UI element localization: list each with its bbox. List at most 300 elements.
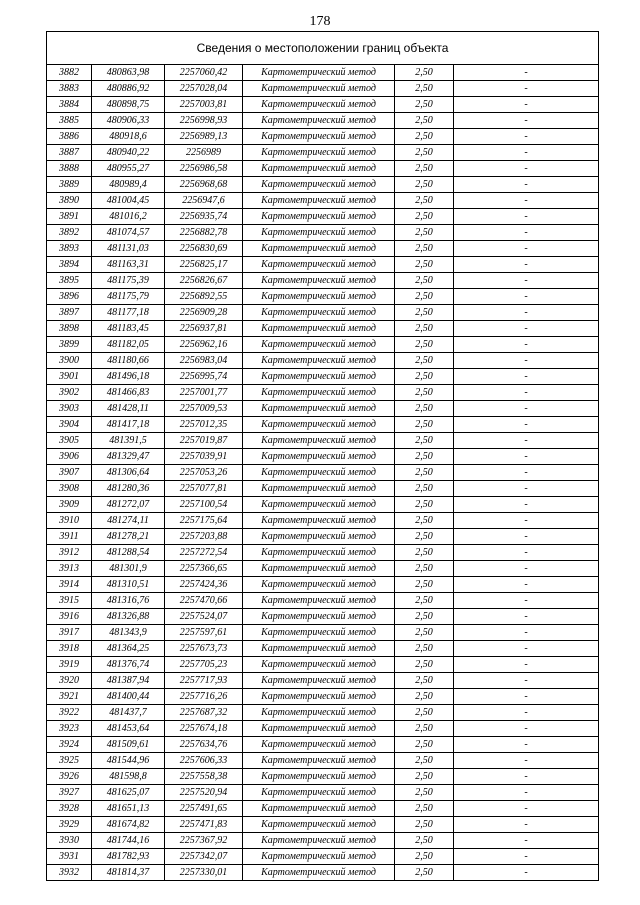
accuracy-cell: 2,50: [395, 241, 454, 257]
accuracy-cell: 2,50: [395, 465, 454, 481]
description-cell: -: [454, 801, 599, 817]
y-coordinate-cell: 2257470,66: [165, 593, 243, 609]
table-row: [47, 209, 599, 225]
table-row: [47, 817, 599, 833]
table-row: [47, 65, 599, 81]
point-number-cell: 3915: [47, 593, 92, 609]
y-coordinate-cell: 2256983,04: [165, 353, 243, 369]
x-coordinate-cell: 481182,05: [92, 337, 165, 353]
accuracy-cell: 2,50: [395, 801, 454, 817]
table-row: [47, 753, 599, 769]
point-number-cell: 3900: [47, 353, 92, 369]
table-row: [47, 225, 599, 241]
x-coordinate-cell: 481288,54: [92, 545, 165, 561]
method-cell: Картометрический метод: [243, 529, 395, 545]
boundary-table: [46, 31, 599, 881]
accuracy-cell: 2,50: [395, 321, 454, 337]
description-cell: -: [454, 369, 599, 385]
x-coordinate-cell: 481437,7: [92, 705, 165, 721]
accuracy-cell: 2,50: [395, 737, 454, 753]
y-coordinate-cell: 2256937,81: [165, 321, 243, 337]
x-coordinate-cell: 481544,96: [92, 753, 165, 769]
y-coordinate-cell: 2256962,16: [165, 337, 243, 353]
table-row: [47, 769, 599, 785]
method-cell: Картометрический метод: [243, 833, 395, 849]
y-coordinate-cell: 2256989,13: [165, 129, 243, 145]
description-cell: -: [454, 545, 599, 561]
accuracy-cell: 2,50: [395, 593, 454, 609]
point-number-cell: 3882: [47, 65, 92, 81]
point-number-cell: 3893: [47, 241, 92, 257]
x-coordinate-cell: 481329,47: [92, 449, 165, 465]
description-cell: -: [454, 641, 599, 657]
accuracy-cell: 2,50: [395, 785, 454, 801]
description-cell: -: [454, 689, 599, 705]
method-cell: Картометрический метод: [243, 497, 395, 513]
description-cell: -: [454, 321, 599, 337]
table-row: [47, 673, 599, 689]
description-cell: -: [454, 657, 599, 673]
accuracy-cell: 2,50: [395, 849, 454, 865]
method-cell: Картометрический метод: [243, 321, 395, 337]
x-coordinate-cell: 481453,64: [92, 721, 165, 737]
accuracy-cell: 2,50: [395, 369, 454, 385]
method-cell: Картометрический метод: [243, 769, 395, 785]
point-number-cell: 3917: [47, 625, 92, 641]
table-row: [47, 97, 599, 113]
x-coordinate-cell: 481175,39: [92, 273, 165, 289]
table-row: [47, 369, 599, 385]
point-number-cell: 3919: [47, 657, 92, 673]
point-number-cell: 3908: [47, 481, 92, 497]
table-row: [47, 385, 599, 401]
x-coordinate-cell: 481744,16: [92, 833, 165, 849]
point-number-cell: 3897: [47, 305, 92, 321]
point-number-cell: 3889: [47, 177, 92, 193]
method-cell: Картометрический метод: [243, 225, 395, 241]
method-cell: Картометрический метод: [243, 65, 395, 81]
x-coordinate-cell: 481428,11: [92, 401, 165, 417]
point-number-cell: 3899: [47, 337, 92, 353]
method-cell: Картометрический метод: [243, 449, 395, 465]
y-coordinate-cell: 2257673,73: [165, 641, 243, 657]
description-cell: -: [454, 785, 599, 801]
table-row: [47, 241, 599, 257]
description-cell: -: [454, 177, 599, 193]
method-cell: Картометрический метод: [243, 209, 395, 225]
x-coordinate-cell: 481280,36: [92, 481, 165, 497]
accuracy-cell: 2,50: [395, 721, 454, 737]
y-coordinate-cell: 2256986,58: [165, 161, 243, 177]
y-coordinate-cell: 2256995,74: [165, 369, 243, 385]
x-coordinate-cell: 481074,57: [92, 225, 165, 241]
table-row: [47, 433, 599, 449]
table-row: [47, 785, 599, 801]
table-row: [47, 497, 599, 513]
accuracy-cell: 2,50: [395, 481, 454, 497]
x-coordinate-cell: 481674,82: [92, 817, 165, 833]
description-cell: -: [454, 241, 599, 257]
method-cell: Картометрический метод: [243, 465, 395, 481]
description-cell: -: [454, 849, 599, 865]
x-coordinate-cell: 481651,13: [92, 801, 165, 817]
description-cell: -: [454, 513, 599, 529]
x-coordinate-cell: 481301,9: [92, 561, 165, 577]
accuracy-cell: 2,50: [395, 385, 454, 401]
y-coordinate-cell: 2257330,01: [165, 865, 243, 881]
point-number-cell: 3916: [47, 609, 92, 625]
description-cell: -: [454, 401, 599, 417]
accuracy-cell: 2,50: [395, 449, 454, 465]
point-number-cell: 3914: [47, 577, 92, 593]
description-cell: -: [454, 529, 599, 545]
point-number-cell: 3888: [47, 161, 92, 177]
x-coordinate-cell: 481326,88: [92, 609, 165, 625]
method-cell: Картометрический метод: [243, 369, 395, 385]
x-coordinate-cell: 481016,2: [92, 209, 165, 225]
table-row: [47, 257, 599, 273]
table-row: [47, 513, 599, 529]
x-coordinate-cell: 481814,37: [92, 865, 165, 881]
y-coordinate-cell: 2257606,33: [165, 753, 243, 769]
method-cell: Картометрический метод: [243, 577, 395, 593]
y-coordinate-cell: 2257367,92: [165, 833, 243, 849]
y-coordinate-cell: 2257053,26: [165, 465, 243, 481]
x-coordinate-cell: 480906,33: [92, 113, 165, 129]
table-row: [47, 401, 599, 417]
y-coordinate-cell: 2256998,93: [165, 113, 243, 129]
method-cell: Картометрический метод: [243, 97, 395, 113]
method-cell: Картометрический метод: [243, 737, 395, 753]
description-cell: -: [454, 561, 599, 577]
description-cell: -: [454, 193, 599, 209]
method-cell: Картометрический метод: [243, 401, 395, 417]
method-cell: Картометрический метод: [243, 193, 395, 209]
x-coordinate-cell: 481387,94: [92, 673, 165, 689]
table-row: [47, 657, 599, 673]
table-row: [47, 305, 599, 321]
x-coordinate-cell: 481183,45: [92, 321, 165, 337]
point-number-cell: 3918: [47, 641, 92, 657]
point-number-cell: 3929: [47, 817, 92, 833]
table-row: [47, 801, 599, 817]
page-number: 178: [309, 14, 331, 29]
x-coordinate-cell: 481310,51: [92, 577, 165, 593]
y-coordinate-cell: 2257060,42: [165, 65, 243, 81]
accuracy-cell: 2,50: [395, 817, 454, 833]
method-cell: Картометрический метод: [243, 385, 395, 401]
point-number-cell: 3890: [47, 193, 92, 209]
accuracy-cell: 2,50: [395, 257, 454, 273]
accuracy-cell: 2,50: [395, 305, 454, 321]
x-coordinate-cell: 481598,8: [92, 769, 165, 785]
method-cell: Картометрический метод: [243, 753, 395, 769]
method-cell: Картометрический метод: [243, 353, 395, 369]
description-cell: -: [454, 817, 599, 833]
method-cell: Картометрический метод: [243, 785, 395, 801]
y-coordinate-cell: 2257471,83: [165, 817, 243, 833]
point-number-cell: 3887: [47, 145, 92, 161]
point-number-cell: 3910: [47, 513, 92, 529]
y-coordinate-cell: 2257717,93: [165, 673, 243, 689]
method-cell: Картометрический метод: [243, 801, 395, 817]
point-number-cell: 3892: [47, 225, 92, 241]
accuracy-cell: 2,50: [395, 417, 454, 433]
method-cell: Картометрический метод: [243, 81, 395, 97]
y-coordinate-cell: 2257009,53: [165, 401, 243, 417]
table-row: [47, 625, 599, 641]
x-coordinate-cell: 480989,4: [92, 177, 165, 193]
method-cell: Картометрический метод: [243, 417, 395, 433]
method-cell: Картометрический метод: [243, 305, 395, 321]
accuracy-cell: 2,50: [395, 129, 454, 145]
x-coordinate-cell: 481316,76: [92, 593, 165, 609]
y-coordinate-cell: 2256968,68: [165, 177, 243, 193]
accuracy-cell: 2,50: [395, 353, 454, 369]
accuracy-cell: 2,50: [395, 833, 454, 849]
description-cell: -: [454, 577, 599, 593]
table-row: [47, 609, 599, 625]
point-number-cell: 3927: [47, 785, 92, 801]
method-cell: Картометрический метод: [243, 177, 395, 193]
x-coordinate-cell: 481163,31: [92, 257, 165, 273]
point-number-cell: 3906: [47, 449, 92, 465]
point-number-cell: 3931: [47, 849, 92, 865]
accuracy-cell: 2,50: [395, 769, 454, 785]
accuracy-cell: 2,50: [395, 225, 454, 241]
x-coordinate-cell: 481625,07: [92, 785, 165, 801]
y-coordinate-cell: 2256825,17: [165, 257, 243, 273]
description-cell: -: [454, 769, 599, 785]
y-coordinate-cell: 2257716,26: [165, 689, 243, 705]
x-coordinate-cell: 480940,22: [92, 145, 165, 161]
description-cell: -: [454, 705, 599, 721]
table-row: [47, 593, 599, 609]
accuracy-cell: 2,50: [395, 513, 454, 529]
point-number-cell: 3921: [47, 689, 92, 705]
description-cell: -: [454, 305, 599, 321]
y-coordinate-cell: 2257558,38: [165, 769, 243, 785]
y-coordinate-cell: 2257597,61: [165, 625, 243, 641]
table-row: [47, 849, 599, 865]
table-row: [47, 561, 599, 577]
table-row: [47, 865, 599, 881]
table-row: [47, 337, 599, 353]
point-number-cell: 3904: [47, 417, 92, 433]
description-cell: -: [454, 753, 599, 769]
point-number-cell: 3920: [47, 673, 92, 689]
description-cell: -: [454, 417, 599, 433]
method-cell: Картометрический метод: [243, 129, 395, 145]
description-cell: -: [454, 289, 599, 305]
y-coordinate-cell: 2257424,36: [165, 577, 243, 593]
x-coordinate-cell: 481004,45: [92, 193, 165, 209]
accuracy-cell: 2,50: [395, 673, 454, 689]
point-number-cell: 3891: [47, 209, 92, 225]
method-cell: Картометрический метод: [243, 849, 395, 865]
method-cell: Картометрический метод: [243, 337, 395, 353]
point-number-cell: 3932: [47, 865, 92, 881]
point-number-cell: 3903: [47, 401, 92, 417]
point-number-cell: 3909: [47, 497, 92, 513]
method-cell: Картометрический метод: [243, 145, 395, 161]
point-number-cell: 3885: [47, 113, 92, 129]
table-row: [47, 81, 599, 97]
method-cell: Картометрический метод: [243, 241, 395, 257]
description-cell: -: [454, 385, 599, 401]
x-coordinate-cell: 481509,61: [92, 737, 165, 753]
point-number-cell: 3883: [47, 81, 92, 97]
y-coordinate-cell: 2256882,78: [165, 225, 243, 241]
description-cell: -: [454, 721, 599, 737]
y-coordinate-cell: 2256830,69: [165, 241, 243, 257]
accuracy-cell: 2,50: [395, 641, 454, 657]
accuracy-cell: 2,50: [395, 561, 454, 577]
x-coordinate-cell: 481131,03: [92, 241, 165, 257]
point-number-cell: 3924: [47, 737, 92, 753]
point-number-cell: 3902: [47, 385, 92, 401]
table-row: [47, 161, 599, 177]
point-number-cell: 3895: [47, 273, 92, 289]
accuracy-cell: 2,50: [395, 609, 454, 625]
method-cell: Картометрический метод: [243, 113, 395, 129]
boundary-table-container: [46, 31, 598, 881]
point-number-cell: 3896: [47, 289, 92, 305]
point-number-cell: 3898: [47, 321, 92, 337]
table-row: [47, 737, 599, 753]
description-cell: -: [454, 273, 599, 289]
point-number-cell: 3930: [47, 833, 92, 849]
y-coordinate-cell: 2257001,77: [165, 385, 243, 401]
accuracy-cell: 2,50: [395, 289, 454, 305]
x-coordinate-cell: 481177,18: [92, 305, 165, 321]
x-coordinate-cell: 481364,25: [92, 641, 165, 657]
y-coordinate-cell: 2257366,65: [165, 561, 243, 577]
accuracy-cell: 2,50: [395, 529, 454, 545]
y-coordinate-cell: 2257003,81: [165, 97, 243, 113]
method-cell: Картометрический метод: [243, 545, 395, 561]
method-cell: Картометрический метод: [243, 273, 395, 289]
accuracy-cell: 2,50: [395, 113, 454, 129]
method-cell: Картометрический метод: [243, 161, 395, 177]
method-cell: Картометрический метод: [243, 817, 395, 833]
method-cell: Картометрический метод: [243, 721, 395, 737]
x-coordinate-cell: 480918,6: [92, 129, 165, 145]
table-title: Сведения о местоположении границ объекта: [47, 32, 599, 65]
description-cell: -: [454, 65, 599, 81]
accuracy-cell: 2,50: [395, 865, 454, 881]
method-cell: Картометрический метод: [243, 481, 395, 497]
y-coordinate-cell: 2257175,64: [165, 513, 243, 529]
x-coordinate-cell: 481272,07: [92, 497, 165, 513]
accuracy-cell: 2,50: [395, 657, 454, 673]
accuracy-cell: 2,50: [395, 97, 454, 113]
table-row: [47, 353, 599, 369]
description-cell: -: [454, 225, 599, 241]
accuracy-cell: 2,50: [395, 81, 454, 97]
description-cell: -: [454, 609, 599, 625]
table-row: [47, 641, 599, 657]
y-coordinate-cell: 2257524,07: [165, 609, 243, 625]
accuracy-cell: 2,50: [395, 689, 454, 705]
table-row: [47, 529, 599, 545]
x-coordinate-cell: 480955,27: [92, 161, 165, 177]
point-number-cell: 3905: [47, 433, 92, 449]
point-number-cell: 3901: [47, 369, 92, 385]
y-coordinate-cell: 2257039,91: [165, 449, 243, 465]
table-row: [47, 113, 599, 129]
method-cell: Картометрический метод: [243, 705, 395, 721]
method-cell: Картометрический метод: [243, 673, 395, 689]
method-cell: Картометрический метод: [243, 609, 395, 625]
point-number-cell: 3911: [47, 529, 92, 545]
table-row: [47, 481, 599, 497]
y-coordinate-cell: 2257077,81: [165, 481, 243, 497]
method-cell: Картометрический метод: [243, 593, 395, 609]
x-coordinate-cell: 480898,75: [92, 97, 165, 113]
x-coordinate-cell: 481782,93: [92, 849, 165, 865]
y-coordinate-cell: 2256826,67: [165, 273, 243, 289]
y-coordinate-cell: 2257491,65: [165, 801, 243, 817]
description-cell: -: [454, 481, 599, 497]
x-coordinate-cell: 480886,92: [92, 81, 165, 97]
y-coordinate-cell: 2257272,54: [165, 545, 243, 561]
table-body: [47, 65, 599, 881]
description-cell: -: [454, 465, 599, 481]
x-coordinate-cell: 481278,21: [92, 529, 165, 545]
description-cell: -: [454, 449, 599, 465]
method-cell: Картометрический метод: [243, 433, 395, 449]
accuracy-cell: 2,50: [395, 161, 454, 177]
y-coordinate-cell: 2257012,35: [165, 417, 243, 433]
description-cell: -: [454, 625, 599, 641]
y-coordinate-cell: 2257028,04: [165, 81, 243, 97]
description-cell: -: [454, 113, 599, 129]
accuracy-cell: 2,50: [395, 497, 454, 513]
x-coordinate-cell: 481306,64: [92, 465, 165, 481]
point-number-cell: 3925: [47, 753, 92, 769]
point-number-cell: 3912: [47, 545, 92, 561]
table-row: [47, 273, 599, 289]
x-coordinate-cell: 481391,5: [92, 433, 165, 449]
accuracy-cell: 2,50: [395, 625, 454, 641]
accuracy-cell: 2,50: [395, 433, 454, 449]
description-cell: -: [454, 833, 599, 849]
description-cell: -: [454, 209, 599, 225]
description-cell: -: [454, 161, 599, 177]
y-coordinate-cell: 2256892,55: [165, 289, 243, 305]
x-coordinate-cell: 481343,9: [92, 625, 165, 641]
x-coordinate-cell: 480863,98: [92, 65, 165, 81]
accuracy-cell: 2,50: [395, 65, 454, 81]
y-coordinate-cell: 2257674,18: [165, 721, 243, 737]
table-row: [47, 449, 599, 465]
y-coordinate-cell: 2257203,88: [165, 529, 243, 545]
point-number-cell: 3907: [47, 465, 92, 481]
description-cell: -: [454, 145, 599, 161]
table-row: [47, 545, 599, 561]
x-coordinate-cell: 481376,74: [92, 657, 165, 673]
y-coordinate-cell: 2257100,54: [165, 497, 243, 513]
description-cell: -: [454, 497, 599, 513]
description-cell: -: [454, 337, 599, 353]
description-cell: -: [454, 737, 599, 753]
method-cell: Картометрический метод: [243, 513, 395, 529]
y-coordinate-cell: 2257705,23: [165, 657, 243, 673]
point-number-cell: 3928: [47, 801, 92, 817]
description-cell: -: [454, 257, 599, 273]
point-number-cell: 3926: [47, 769, 92, 785]
